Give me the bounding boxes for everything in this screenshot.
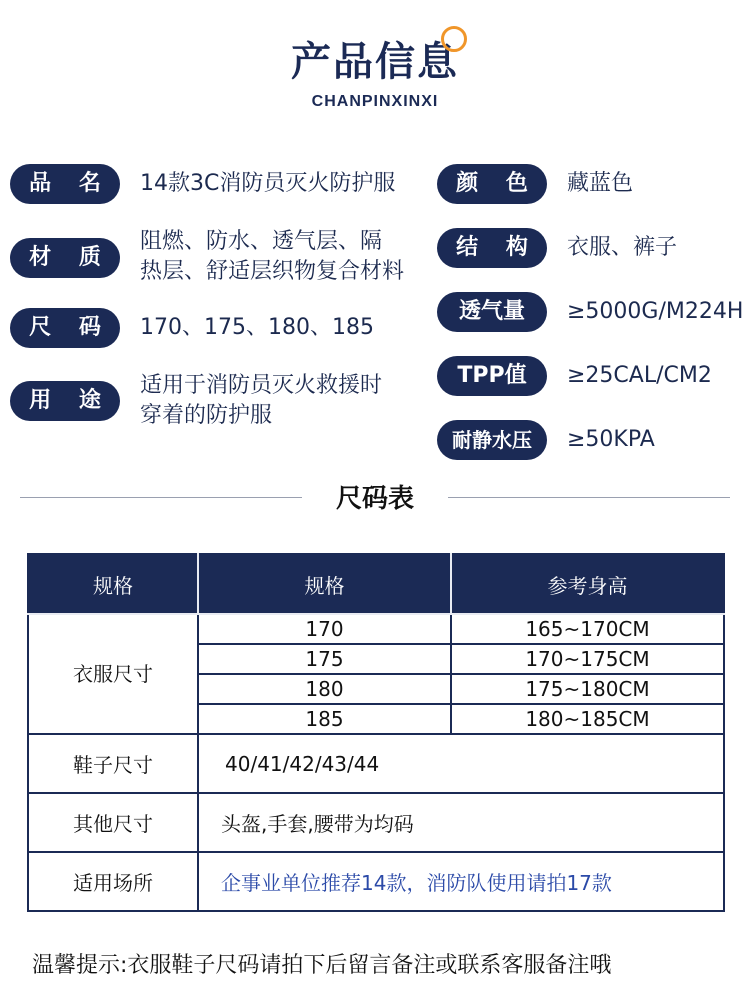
table-header-cell: 规格 [28, 554, 198, 614]
value-water-pressure: ≥50KPA [567, 427, 655, 452]
value-product-name: 14款3C消防员灭火防护服 [140, 171, 396, 196]
label-usage: 用 途 [10, 381, 120, 421]
label-structure: 结 构 [437, 228, 547, 268]
table-row [28, 793, 724, 852]
page-subtitle: CHANPINXINXI [311, 93, 439, 110]
table-row [28, 734, 724, 793]
label-size: 尺 码 [10, 308, 120, 348]
clothing-size-cell: 175 [198, 644, 451, 674]
value-color: 藏蓝色 [567, 171, 634, 196]
value-usage-line1: 适用于消防员灭火救援时 [140, 373, 383, 398]
value-material-line2: 热层、舒适层织物复合材料 [140, 259, 405, 284]
label-material: 材 质 [10, 238, 120, 278]
clothing-size-cell: 180 [198, 674, 451, 704]
label-color: 颜 色 [437, 164, 547, 204]
page-title [0, 30, 750, 87]
table-row [28, 852, 724, 911]
page-title-text: 产品信息 [291, 39, 459, 85]
value-size: 170、175、180、185 [140, 315, 374, 340]
clothing-size-cell: 185 [198, 704, 451, 734]
clothing-height-cell: 165~170CM [451, 614, 724, 644]
label-product-name: 品 名 [10, 164, 120, 204]
usage-scene-value: 企事业单位推荐14款，消防队使用请拍17款 [198, 852, 724, 911]
clothing-height-cell: 170~175CM [451, 644, 724, 674]
value-breathability: ≥5000G/M224H [567, 299, 744, 324]
value-usage-line2: 穿着的防护服 [140, 403, 273, 428]
table-row [28, 614, 724, 644]
clothing-size-cell: 170 [198, 614, 451, 644]
clothing-height-cell: 175~180CM [451, 674, 724, 704]
label-tpp: TPP值 [437, 356, 547, 396]
value-material-line1: 阻燃、防水、透气层、隔 [140, 229, 383, 254]
size-table-title: 尺码表 [335, 484, 414, 514]
value-structure: 衣服、裤子 [567, 235, 678, 260]
other-size-value: 头盔,手套,腰带为均码 [198, 793, 724, 852]
value-tpp: ≥25CAL/CM2 [567, 363, 712, 388]
accent-circle-icon [441, 26, 467, 52]
tip-text: 温馨提示:衣服鞋子尺码请拍下后留言备注或联系客服备注哦 [32, 953, 612, 978]
table-header-cell: 参考身高 [451, 554, 724, 614]
table-header-cell: 规格 [198, 554, 451, 614]
usage-scene-label: 适用场所 [28, 852, 198, 911]
clothing-size-label: 衣服尺寸 [28, 614, 198, 734]
shoe-size-value: 40/41/42/43/44 [198, 734, 724, 793]
clothing-height-cell: 180~185CM [451, 704, 724, 734]
table-header-row [28, 554, 724, 614]
label-breathability: 透气量 [437, 292, 547, 332]
shoe-size-label: 鞋子尺寸 [28, 734, 198, 793]
label-water-pressure: 耐静水压 [437, 420, 547, 460]
size-table [27, 553, 725, 912]
other-size-label: 其他尺寸 [28, 793, 198, 852]
